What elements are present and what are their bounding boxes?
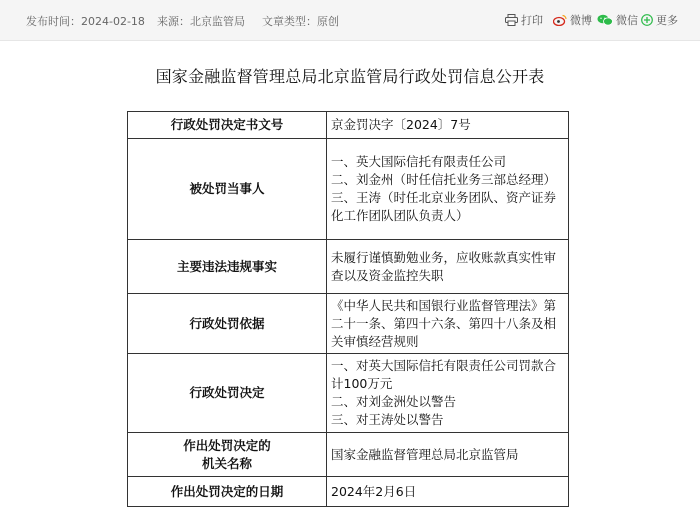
value-line: 京金罚决字〔2024〕7号 xyxy=(331,117,471,132)
row-value xyxy=(327,294,569,354)
value-line: 2024年2月6日 xyxy=(331,483,417,499)
penalty-info-table xyxy=(127,111,569,507)
value-line: 二、对刘金洲处以警告 xyxy=(331,394,457,409)
weibo-label: 微博 xyxy=(570,14,592,27)
value-line: 《中华人民共和国银行业监督管理法》第二十一条、第四十六条、第四十八条及相关审慎经营规则 xyxy=(331,297,557,349)
row-label xyxy=(128,433,327,477)
row-value xyxy=(327,354,569,433)
row-value xyxy=(327,240,569,294)
page-title: 国家金融监督管理总局北京监管局行政处罚信息公开表 xyxy=(155,67,545,86)
more-share-button[interactable] xyxy=(641,12,678,28)
value-line: 未履行谨慎勤勉业务，应收账款真实性审查以及资金监控失职 xyxy=(331,249,557,283)
wechat-icon xyxy=(597,14,613,26)
print-button[interactable] xyxy=(505,12,543,28)
row-label: 被处罚当事人 xyxy=(128,139,327,240)
weibo-icon xyxy=(553,14,567,26)
table-row xyxy=(128,139,569,240)
label-line: 机关名称 xyxy=(201,455,252,471)
print-icon xyxy=(505,14,518,26)
value-line: 三、王涛（时任北京业务团队、资产证券化工作团队团队负责人） xyxy=(331,190,557,223)
article-meta-bar xyxy=(0,0,700,41)
row-value xyxy=(327,477,569,507)
print-label: 打印 xyxy=(521,14,543,27)
row-value xyxy=(327,433,569,477)
more-label: 更多 xyxy=(656,14,678,27)
row-label: 作出处罚决定的日期 xyxy=(128,477,327,507)
source: 来源：北京监管局 xyxy=(157,15,245,28)
value-line: 国家金融监督管理总局北京监管局 xyxy=(331,446,519,462)
value-line: 二、刘金州（时任信托业务三部总经理） xyxy=(331,172,557,187)
wechat-label: 微信 xyxy=(616,14,638,27)
table-row xyxy=(128,112,569,139)
row-value xyxy=(327,139,569,240)
value-line: 一、英大国际信托有限责任公司 xyxy=(331,154,507,169)
row-label: 行政处罚决定书文号 xyxy=(128,112,327,139)
article-type: 文章类型：原创 xyxy=(262,15,339,28)
table-row xyxy=(128,477,569,507)
table-row xyxy=(128,433,569,477)
row-label: 行政处罚依据 xyxy=(128,294,327,354)
row-value xyxy=(327,112,569,139)
value-line: 一、对英大国际信托有限责任公司罚款合计100万元 xyxy=(331,358,557,391)
row-label: 行政处罚决定 xyxy=(128,354,327,433)
wechat-share-button[interactable] xyxy=(597,12,638,28)
value-line: 三、对王涛处以警告 xyxy=(331,412,444,427)
row-label: 主要违法违规事实 xyxy=(128,240,327,294)
label-line: 作出处罚决定的 xyxy=(183,437,271,453)
weibo-share-button[interactable] xyxy=(553,12,592,28)
publish-date: 发布时间：2024-02-18 xyxy=(26,15,145,28)
table-row xyxy=(128,240,569,294)
table-row xyxy=(128,354,569,433)
plus-icon xyxy=(641,14,653,26)
table-row xyxy=(128,294,569,354)
